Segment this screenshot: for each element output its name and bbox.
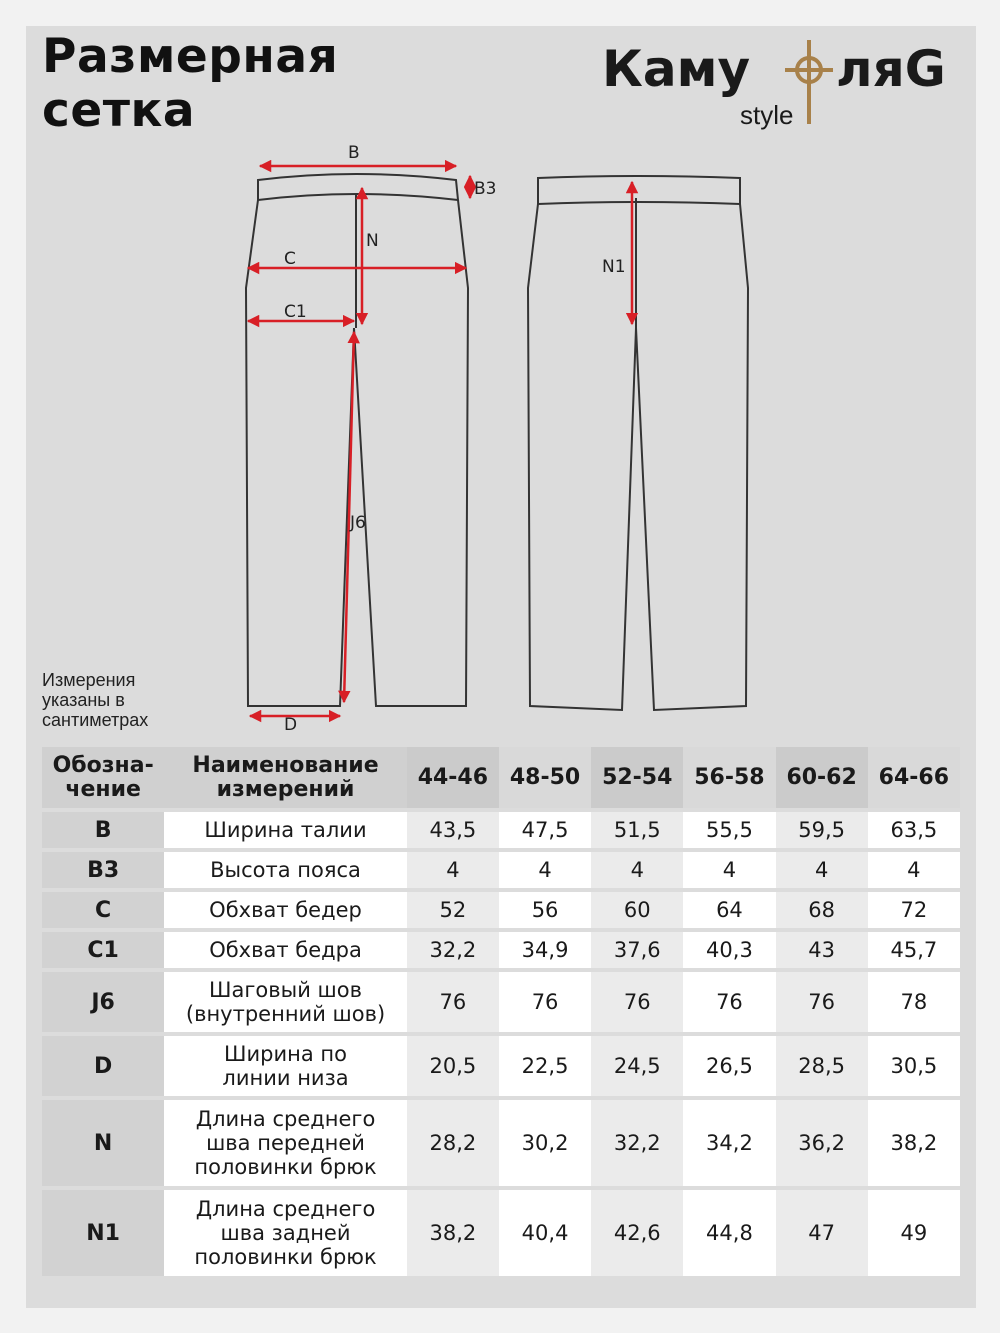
row-code: B3 xyxy=(42,852,164,892)
units-note-line-2: указаны в xyxy=(42,690,125,710)
row-code: J6 xyxy=(42,972,164,1036)
size-value-cell: 34,2 xyxy=(683,1100,775,1190)
header-code xyxy=(42,747,164,812)
row-measurement-name xyxy=(164,852,407,892)
size-value-cell: 4 xyxy=(683,852,775,892)
size-value-cell: 4 xyxy=(407,852,499,892)
row-code: N xyxy=(42,1100,164,1190)
size-value-cell: 32,2 xyxy=(407,932,499,972)
label-b3: B3 xyxy=(474,179,497,199)
row-measurement-name-line: Обхват бедра xyxy=(209,938,362,962)
header-size: 48-50 xyxy=(499,747,591,812)
label-n1: N1 xyxy=(602,257,626,277)
size-value-cell: 40,3 xyxy=(683,932,775,972)
label-j6: J6 xyxy=(350,513,366,533)
row-measurement-name-line: линии низа xyxy=(222,1066,349,1090)
label-c: C xyxy=(284,249,296,269)
row-code: C1 xyxy=(42,932,164,972)
row-measurement-name-line: половинки брюк xyxy=(194,1155,377,1179)
row-measurement-name xyxy=(164,1036,407,1100)
size-value-cell: 20,5 xyxy=(407,1036,499,1100)
row-measurement-name-line: Ширина талии xyxy=(204,818,367,842)
units-note-line-1: Измерения xyxy=(42,670,136,690)
row-measurement-name-line: Обхват бедер xyxy=(209,898,362,922)
size-value-cell: 72 xyxy=(868,892,960,932)
size-value-cell: 63,5 xyxy=(868,812,960,852)
header-name-line: измерений xyxy=(216,776,355,802)
row-measurement-name-line: шва передней xyxy=(206,1131,365,1155)
table-row xyxy=(42,1100,960,1190)
table-row xyxy=(42,892,960,932)
table-header-row xyxy=(42,747,960,812)
size-value-cell: 4 xyxy=(776,852,868,892)
row-measurement-name-line: шва задней xyxy=(220,1221,351,1245)
brand-logo xyxy=(600,32,970,132)
size-value-cell: 30,5 xyxy=(868,1036,960,1100)
title-line-1: Размерная xyxy=(42,29,339,84)
row-measurement-name-line: Длина среднего xyxy=(195,1107,376,1131)
size-value-cell: 28,5 xyxy=(776,1036,868,1100)
label-b: B xyxy=(348,143,360,163)
size-value-cell: 30,2 xyxy=(499,1100,591,1190)
row-measurement-name-line: половинки брюк xyxy=(194,1245,377,1269)
header-size: 60-62 xyxy=(776,747,868,812)
size-value-cell: 76 xyxy=(407,972,499,1036)
table-row xyxy=(42,852,960,892)
size-table xyxy=(42,747,960,1280)
table-row xyxy=(42,932,960,972)
size-value-cell: 22,5 xyxy=(499,1036,591,1100)
size-value-cell: 4 xyxy=(499,852,591,892)
pants-diagram xyxy=(230,138,790,738)
size-value-cell: 51,5 xyxy=(591,812,683,852)
size-value-cell: 38,2 xyxy=(407,1190,499,1280)
row-measurement-name-line: Длина среднего xyxy=(195,1197,376,1221)
size-value-cell: 28,2 xyxy=(407,1100,499,1190)
size-value-cell: 60 xyxy=(591,892,683,932)
size-value-cell: 26,5 xyxy=(683,1036,775,1100)
size-value-cell: 4 xyxy=(591,852,683,892)
measurement-arrows xyxy=(248,166,632,716)
units-note xyxy=(42,670,202,730)
size-value-cell: 49 xyxy=(868,1190,960,1280)
size-value-cell: 78 xyxy=(868,972,960,1036)
row-code: N1 xyxy=(42,1190,164,1280)
row-measurement-name xyxy=(164,972,407,1036)
brand-name-right: ляG xyxy=(836,40,946,98)
size-value-cell: 32,2 xyxy=(591,1100,683,1190)
row-measurement-name xyxy=(164,812,407,852)
row-code: B xyxy=(42,812,164,852)
header-code-line: Обозна- xyxy=(52,752,154,778)
table-row xyxy=(42,1190,960,1280)
row-measurement-name xyxy=(164,892,407,932)
label-n: N xyxy=(366,231,379,251)
size-value-cell: 43,5 xyxy=(407,812,499,852)
size-value-cell: 37,6 xyxy=(591,932,683,972)
label-c1: C1 xyxy=(284,302,307,322)
back-pants-outline xyxy=(528,176,748,710)
size-value-cell: 76 xyxy=(499,972,591,1036)
size-value-cell: 56 xyxy=(499,892,591,932)
header-size: 52-54 xyxy=(591,747,683,812)
row-measurement-name-line: Шаговый шов xyxy=(209,978,362,1002)
header-size: 56-58 xyxy=(683,747,775,812)
size-value-cell: 42,6 xyxy=(591,1190,683,1280)
size-value-cell: 45,7 xyxy=(868,932,960,972)
row-measurement-name-line: Ширина по xyxy=(224,1042,347,1066)
header-size: 64-66 xyxy=(868,747,960,812)
row-measurement-name xyxy=(164,932,407,972)
size-value-cell: 47 xyxy=(776,1190,868,1280)
table-row xyxy=(42,1036,960,1100)
size-value-cell: 44,8 xyxy=(683,1190,775,1280)
size-value-cell: 36,2 xyxy=(776,1100,868,1190)
size-value-cell: 76 xyxy=(683,972,775,1036)
size-value-cell: 64 xyxy=(683,892,775,932)
size-value-cell: 43 xyxy=(776,932,868,972)
size-value-cell: 59,5 xyxy=(776,812,868,852)
size-value-cell: 24,5 xyxy=(591,1036,683,1100)
size-value-cell: 76 xyxy=(776,972,868,1036)
title-line-2: сетка xyxy=(42,83,196,138)
size-value-cell: 34,9 xyxy=(499,932,591,972)
row-code: C xyxy=(42,892,164,932)
table-row xyxy=(42,972,960,1036)
row-measurement-name xyxy=(164,1100,407,1190)
size-value-cell: 52 xyxy=(407,892,499,932)
page-title xyxy=(42,30,442,138)
brand-tagline: style xyxy=(740,100,794,130)
header-size: 44-46 xyxy=(407,747,499,812)
units-note-line-3: сантиметрах xyxy=(42,710,149,730)
size-value-cell: 68 xyxy=(776,892,868,932)
row-measurement-name xyxy=(164,1190,407,1280)
header-name-line: Наименование xyxy=(192,752,379,778)
label-d: D xyxy=(284,715,298,735)
size-value-cell: 40,4 xyxy=(499,1190,591,1280)
row-measurement-name-line: (внутренний шов) xyxy=(185,1002,386,1026)
front-pants-outline xyxy=(246,174,468,706)
row-measurement-name-line: Высота пояса xyxy=(210,858,361,882)
header-name xyxy=(164,747,407,812)
table-row xyxy=(42,812,960,852)
row-code: D xyxy=(42,1036,164,1100)
size-value-cell: 47,5 xyxy=(499,812,591,852)
size-value-cell: 76 xyxy=(591,972,683,1036)
size-value-cell: 55,5 xyxy=(683,812,775,852)
size-value-cell: 4 xyxy=(868,852,960,892)
size-value-cell: 38,2 xyxy=(868,1100,960,1190)
header-code-line: чение xyxy=(65,776,141,802)
brand-name-left: Каму xyxy=(602,40,751,98)
